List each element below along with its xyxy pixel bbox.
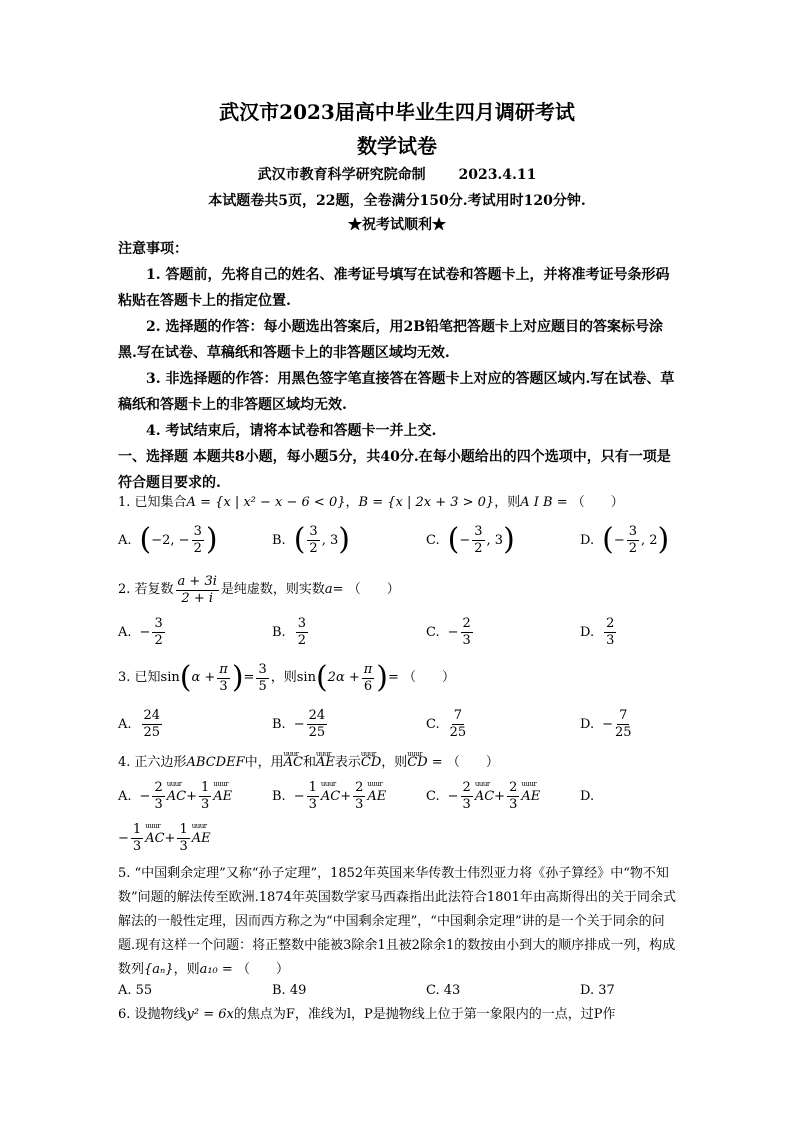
option-a[interactable]: A. 55 xyxy=(118,982,153,998)
option-a[interactable]: A. $\frac{24}{25}$ xyxy=(118,707,161,740)
option-c[interactable]: C. $\frac{7}{25}$ xyxy=(426,707,467,740)
question-1: 1. 已知集合A = {x | x² − x − 6 < 0}，B = {x | 2x + 3 > 0}，则A I B = （ ） xyxy=(118,495,624,510)
note-item-1: 1. 答题前，先将自己的姓名、准考证号填写在试卷和答题卡上，并将准考证号条形码粘贴在答题卡上的指定位置. xyxy=(118,267,670,309)
question-5-options xyxy=(118,978,678,1002)
option-b[interactable]: B. − $\frac{24}{25}$ xyxy=(272,707,326,740)
option-b[interactable]: B. − $\frac{1}{3}$ uuur AC + $\frac{2}{3}$ uuur AE xyxy=(272,776,386,816)
exam-author: 武汉市教育科学研究院命制 xyxy=(257,167,426,183)
exam-info: 本试题卷共5页，22题，全卷满分150分.考试用时120分钟. xyxy=(208,193,586,209)
question-2-options xyxy=(118,612,678,652)
question-2: 2. 若复数 $\frac{a + 3i}{2 + i}$ 是纯虚数，则实数 a = （ ） xyxy=(118,573,400,606)
option-c[interactable]: C. ( − $\frac{3}{2}$ , 3 ) xyxy=(426,522,515,557)
option-c[interactable]: C. 43 xyxy=(426,982,461,998)
exam-title: 武汉市2023届高中毕业生四月调研考试 xyxy=(219,100,575,124)
option-d[interactable]: D. 37 xyxy=(580,982,615,998)
question-3: 3. 已知 sin ( α + $\frac{\pi}{3}$ ) = $\frac{3}{5}$ ，则 sin ( 2α + $\frac{\pi}{6}$ ) = （ ） xyxy=(118,660,456,695)
exam-source xyxy=(0,164,794,184)
note-item-2: 2. 选择题的作答：每小题选出答案后，用2B铅笔把答题卡上对应题目的答案标号涂黑.写在试卷、草稿纸和答题卡上的非答题区域均无效. xyxy=(118,319,664,361)
option-d[interactable]: D. $\frac{2}{3}$ xyxy=(580,615,615,648)
question-4: 4. 正六边形ABCDEF中，用uuur AC和uuur AE表示uuur CD，则uuur CD = （ ） xyxy=(118,752,678,774)
option-c[interactable]: C. − $\frac{2}{3}$ uuur AC + $\frac{2}{3}$ uuur AE xyxy=(426,776,540,816)
option-a[interactable]: A. − $\frac{2}{3}$ uuur AC + $\frac{1}{3}$ uuur AE xyxy=(118,776,232,816)
question-4-options xyxy=(118,776,678,816)
option-d[interactable]: − $\frac{1}{3}$ uuur AC + $\frac{1}{3}$ uuur AE xyxy=(118,818,211,858)
option-d-label[interactable]: D. xyxy=(580,788,595,804)
option-c[interactable]: C. − $\frac{2}{3}$ xyxy=(426,615,471,648)
option-a[interactable]: A. − $\frac{3}{2}$ xyxy=(118,615,163,648)
question-4-option-d xyxy=(118,818,678,858)
exam-subject: 数学试卷 xyxy=(357,134,437,158)
question-5: 5. “中国剩余定理”又称“孙子定理”，1852年英国来华传教士伟烈亚力将《孙子算经》中“物不知数”问题的解法传至欧洲.1874年英国数学家马西森指出此法符合1801年由高斯得出的关于同余式解法的一般性定理，因而西方称之为“中国剩余定理”，“中国剩余定理”讲的是一个关于同余的问题.现有这样一个问题：将正整数中能被3除余1且被2除余1的数按由小到大的顺序排成一列，构成数列{aₙ}，则a₁₀ = （ ） xyxy=(118,866,676,977)
option-a[interactable]: A. ( −2, − $\frac{3}{2}$ ) xyxy=(118,522,218,557)
option-d[interactable]: D. ( − $\frac{3}{2}$ , 2 ) xyxy=(580,522,670,557)
note-item-4: 4. 考试结束后，请将本试卷和答题卡一并上交. xyxy=(146,423,437,439)
option-b[interactable]: B. ( $\frac{3}{2}$ , 3 ) xyxy=(272,522,350,557)
question-6: 6. 设抛物线y² = 6x的焦点为F，准线为l，P是抛物线上位于第一象限内的一点，过P作 xyxy=(118,1007,616,1022)
option-d[interactable]: D. − $\frac{7}{25}$ xyxy=(580,707,632,740)
exam-date: 2023.4.11 xyxy=(458,167,537,183)
option-b[interactable]: B. 49 xyxy=(272,982,307,998)
note-item-3: 3. 非选择题的作答：用黑色签字笔直接答在答题卡上对应的答题区域内.写在试卷、草稿纸和答题卡上的非答题区域均无效. xyxy=(118,371,675,413)
option-b[interactable]: B. $\frac{3}{2}$ xyxy=(272,615,306,648)
question-1-options xyxy=(118,520,678,560)
question-3-options xyxy=(118,704,678,744)
exam-wish: ★祝考试顺利★ xyxy=(348,217,446,233)
section-heading: 一、选择题 本题共8小题，每小题5分，共40分.在每小题给出的四个选项中，只有一项是符合题目要求的. xyxy=(118,449,671,491)
notes-heading: 注意事项： xyxy=(118,241,188,257)
